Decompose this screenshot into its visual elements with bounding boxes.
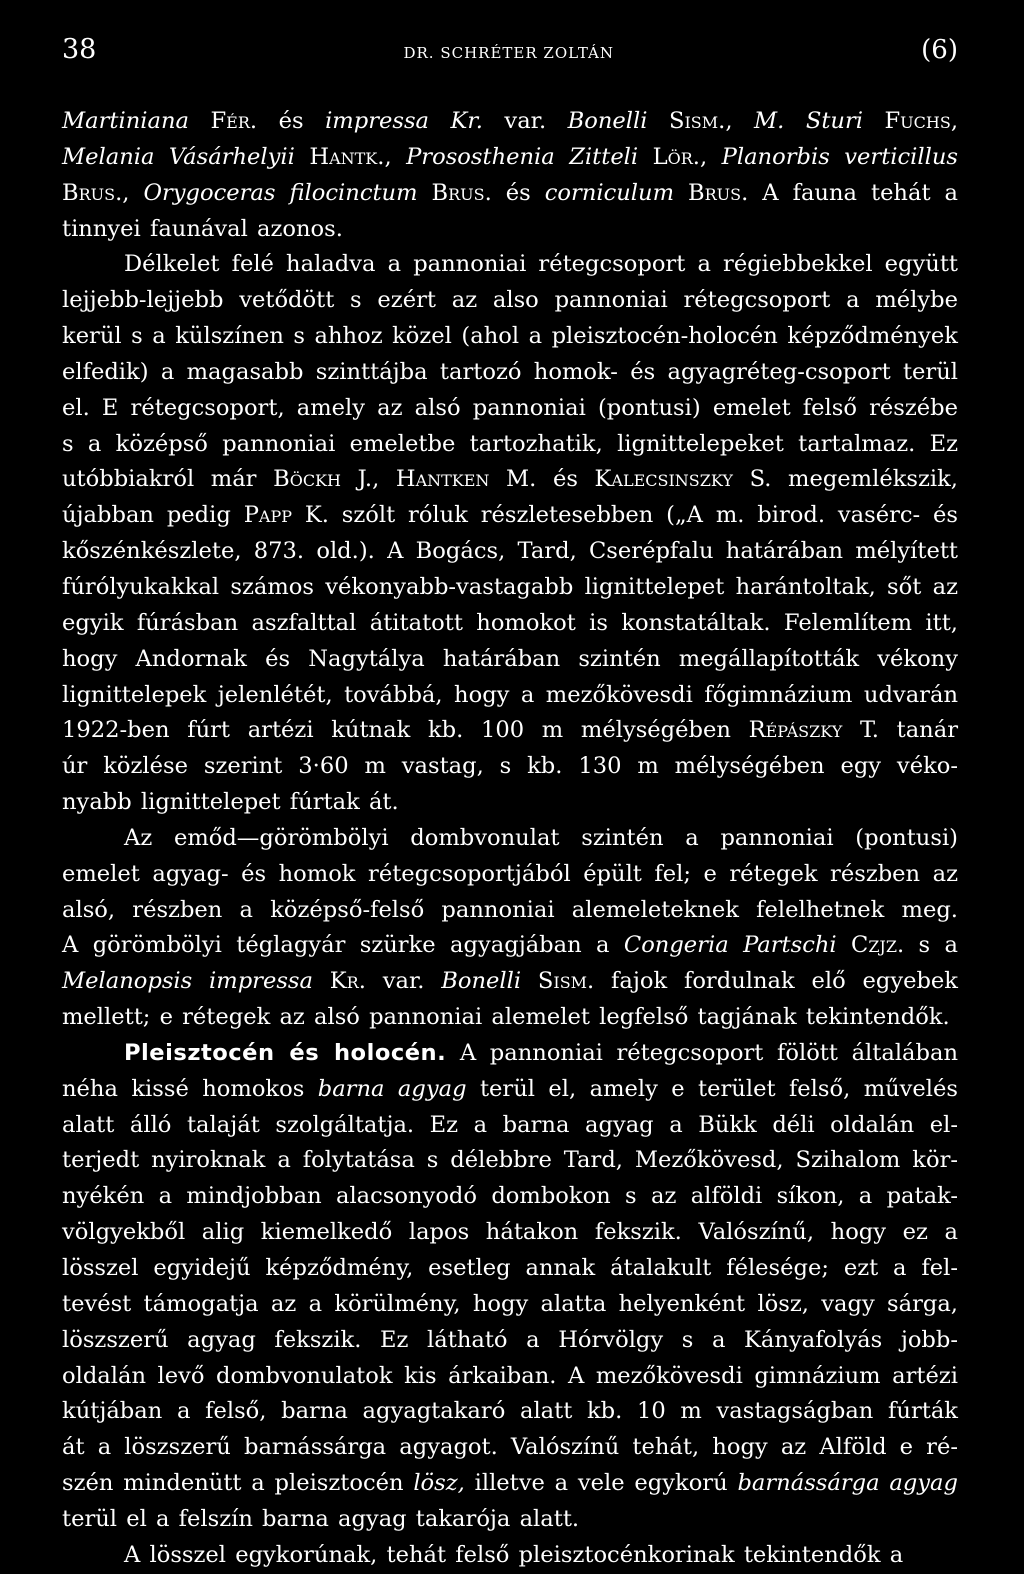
- text-run: és: [536, 466, 595, 493]
- text-run: A pannoniai rétegcsoport fölött általában: [446, 1039, 958, 1066]
- text-line: [62, 534, 958, 570]
- text-run: fajok fordulnak elő egyebek: [594, 968, 958, 995]
- text-run: [638, 144, 652, 170]
- text-line: [62, 247, 958, 283]
- text-line: [62, 104, 958, 140]
- text-line: [62, 1143, 958, 1179]
- text-run: terül el, amely e terület felső, művelés: [466, 1075, 958, 1102]
- text-line: [62, 1430, 958, 1466]
- text-run: kútjában a felső, barna agyagtakaró alatt kb. 10 m vastagságban fúrták: [62, 1398, 958, 1425]
- text-line: [62, 857, 958, 893]
- text-line: [62, 319, 958, 355]
- author-name: Répászky T.: [748, 717, 879, 744]
- text-line: [62, 1251, 958, 1287]
- text-line: [62, 1215, 958, 1251]
- text-run: ,: [122, 179, 144, 206]
- text-run: [647, 108, 669, 134]
- italic-text: Melania Vásárhelyii: [62, 143, 295, 170]
- text-line: [62, 713, 958, 749]
- text-run: Az emőd—görömbölyi dombvonulat szintén a pannoniai (pontusi): [124, 824, 958, 851]
- text-run: A fauna tehát a: [748, 179, 958, 206]
- italic-text: barnássárga agyag: [737, 1470, 958, 1497]
- text-run: kőszénkészlete, 873. old.). A Bogács, Tard, Cserépfalu határában mélyített: [62, 538, 958, 565]
- author-name: Brus.: [688, 179, 749, 206]
- text-run: alsó, részben a középső-felső pannoniai alemeleteknek felelhetnek meg.: [62, 896, 958, 923]
- text-run: lignittelepek jelenlétét, továbbá, hogy a mezőkövesdi főgimnázium udvarán: [62, 681, 958, 708]
- italic-text: corniculum: [544, 179, 675, 206]
- text-line: [62, 212, 958, 248]
- text-run: ,: [699, 143, 722, 170]
- text-run: var.: [482, 108, 568, 134]
- text-run: mellett; e rétegek az alsó pannoniai alemelet legfelső tagjának tekintendők.: [62, 1004, 950, 1031]
- running-title: DR. SCHRÉTER ZOLTÁN: [403, 44, 615, 62]
- text-run: s a középső pannoniai emeletbe tartozhatik, lignittelepeket tartalmaz. Ez: [62, 430, 958, 457]
- text-run: A lösszel egykorúnak, tehát felső pleisztocénkorinak tekintendők a: [124, 1541, 904, 1568]
- author-name: Brus.: [431, 179, 492, 206]
- text-run: nyabb lignittelepet fúrtak át.: [62, 789, 399, 816]
- text-run: újabban pedig: [62, 502, 244, 529]
- text-run: kerül s a külszínen s ahhoz közel (ahol a pleisztocén-holocén képződmények: [62, 323, 958, 350]
- text-line: [62, 140, 958, 176]
- text-run: el. E rétegcsoport, amely az alsó pannoniai (pontusi) emelet felső részébe: [62, 394, 958, 421]
- text-run: és: [491, 179, 545, 206]
- text-run: hogy Andornak és Nagytálya határában szintén megállapították vékony: [62, 645, 958, 672]
- italic-text: Martiniana: [62, 108, 189, 134]
- text-run: néha kissé homokos: [62, 1075, 318, 1102]
- text-line: [62, 821, 958, 857]
- text-run: ,: [725, 108, 755, 134]
- text-run: egyik fúrásban aszfalttal átitatott homokot is konstatáltak. Felemlítem itt,: [62, 609, 958, 636]
- text-run: utóbbiakról már: [62, 466, 274, 493]
- text-line: [62, 462, 958, 498]
- text-run: tevést támogatja az a körülmény, hogy alatta helyenként lösz, vagy sárga,: [62, 1290, 958, 1317]
- italic-text: barna agyag: [317, 1075, 467, 1102]
- text-line: [62, 570, 958, 606]
- text-line: [62, 427, 958, 463]
- text-line: [62, 1072, 958, 1108]
- author-name: Kalecsinszky S.: [594, 466, 772, 493]
- text-line: [62, 964, 958, 1000]
- text-run: megemlékszik,: [771, 466, 958, 493]
- author-name: Brus.: [62, 179, 123, 206]
- text-line: [62, 606, 958, 642]
- text-line: [62, 391, 958, 427]
- text-line: [62, 678, 958, 714]
- author-name: Hantk.: [309, 143, 385, 170]
- text-run: 1922-ben fúrt artézi kútnak kb. 100 m mélységében: [62, 717, 749, 744]
- italic-text: Congeria Partschi: [623, 932, 837, 959]
- italic-text: Melanopsis impressa: [62, 968, 313, 995]
- page-header: [62, 34, 958, 74]
- italic-text: Bonelli: [567, 108, 648, 134]
- text-line: [62, 1036, 958, 1072]
- text-run: [837, 932, 851, 958]
- author-name: Lör.: [652, 143, 700, 170]
- text-line: [62, 785, 958, 821]
- italic-text: M. Sturi: [754, 108, 863, 134]
- text-run: [418, 180, 432, 206]
- text-run: szólt róluk részletesebben („A m. birod. vasérc- és: [328, 502, 959, 529]
- text-run: és: [257, 108, 326, 134]
- text-run: tanár: [878, 717, 959, 744]
- text-line: [62, 1000, 958, 1036]
- text-run: Délkelet felé haladva a pannoniai rétegcsoport a régiebbekkel együtt: [124, 251, 958, 278]
- author-name: Sism.: [537, 968, 595, 995]
- italic-text: impressa Kr.: [325, 108, 483, 134]
- section-heading: Pleisztocén és holocén.: [124, 1039, 447, 1066]
- text-line: [62, 1323, 958, 1359]
- text-run: löszszerű agyag fekszik. Ez látható a Hórvölgy s a Kányafolyás jobb-: [62, 1326, 958, 1353]
- body-text: [62, 104, 958, 1574]
- text-run: oldalán levő dombvonulatok kis árkaiban. A mezőkövesdi gimnázium artézi: [62, 1362, 958, 1389]
- page-number: 38: [62, 34, 97, 65]
- text-line: [62, 176, 958, 212]
- text-run: fúrólyukakkal számos vékonyabb-vastagabb lignittelepet harántoltak, sőt az: [62, 573, 958, 600]
- text-line: [62, 1394, 958, 1430]
- author-name: Kr.: [329, 968, 366, 995]
- text-run: illetve a vele egykorú: [464, 1470, 738, 1497]
- italic-text: Orygoceras filocinctum: [143, 179, 418, 206]
- text-run: elfedik) a magasabb szinttájba tartozó homok- és agyagréteg-csoport terül: [62, 358, 958, 385]
- text-run: terül el a felszín barna agyag takarója alatt.: [62, 1505, 580, 1532]
- text-run: [674, 180, 688, 206]
- text-run: alatt álló talaját szolgáltatja. Ez a barna agyag a Bükk déli oldalán el-: [62, 1111, 958, 1138]
- italic-text: lösz,: [413, 1470, 465, 1497]
- text-line: [62, 1502, 958, 1538]
- text-line: [62, 1287, 958, 1323]
- text-run: [521, 968, 538, 994]
- text-run: lejjebb-lejjebb vetődött s ezért az also pannoniai rétegcsoport a mélybe: [62, 287, 958, 314]
- text-line: [62, 1108, 958, 1144]
- text-run: emelet agyag- és homok rétegcsoportjából épült fel; e rétegek részben az: [62, 860, 958, 887]
- text-run: [313, 968, 330, 994]
- text-run: [189, 108, 211, 134]
- text-run: ,: [384, 143, 407, 170]
- text-line: [62, 1179, 958, 1215]
- italic-text: Prososthenia Zitteli: [406, 143, 639, 170]
- text-line: [62, 749, 958, 785]
- text-run: völgyekből alig kiemelkedő lapos hátakon fekszik. Valószínű, hogy ez a: [62, 1219, 958, 1246]
- author-name: Hantken M.: [395, 466, 537, 493]
- text-run: [863, 108, 885, 134]
- text-line: [62, 355, 958, 391]
- text-run: ,: [372, 466, 396, 493]
- text-line: [62, 1538, 958, 1574]
- text-run: s a: [904, 932, 958, 959]
- author-name: Papp K.: [243, 502, 329, 529]
- text-line: [62, 1466, 958, 1502]
- text-line: [62, 893, 958, 929]
- author-name: Sism.: [669, 108, 726, 134]
- text-run: terjedt nyiroknak a folytatása s délebbre Tard, Mezőkövesd, Szihalom kör-: [62, 1147, 958, 1174]
- text-run: var.: [365, 968, 442, 995]
- text-line: [62, 283, 958, 319]
- text-line: [62, 928, 958, 964]
- italic-text: Bonelli: [441, 968, 522, 995]
- text-run: tinnyei faunával azonos.: [62, 215, 343, 242]
- author-name: Fér.: [210, 108, 258, 134]
- text-line: [62, 1359, 958, 1395]
- text-run: úr közlése szerint 3·60 m vastag, s kb. 130 m mélységében egy véko-: [62, 753, 958, 780]
- text-run: [295, 144, 309, 170]
- author-name: Fuchs,: [884, 108, 958, 134]
- text-run: át a löszszerű barnássárga agyagot. Valószínű tehát, hogy az Alföld e ré-: [62, 1434, 958, 1461]
- author-name: Czjz.: [851, 932, 905, 959]
- text-run: nyékén a mindjobban alacsonyodó dombokon s az alföldi síkon, a patak-: [62, 1183, 958, 1210]
- section-number: (6): [921, 35, 958, 65]
- text-line: [62, 498, 958, 534]
- author-name: Böckh J.: [273, 466, 373, 493]
- text-run: szén mindenütt a pleisztocén: [62, 1470, 414, 1497]
- text-line: [62, 642, 958, 678]
- italic-text: Planorbis verticillus: [721, 143, 958, 170]
- text-run: A görömbölyi téglagyár szürke agyagjában a: [62, 932, 624, 959]
- text-run: lösszel egyidejű képződmény, esetleg annak átalakult félesége; ezt a fel-: [62, 1255, 958, 1281]
